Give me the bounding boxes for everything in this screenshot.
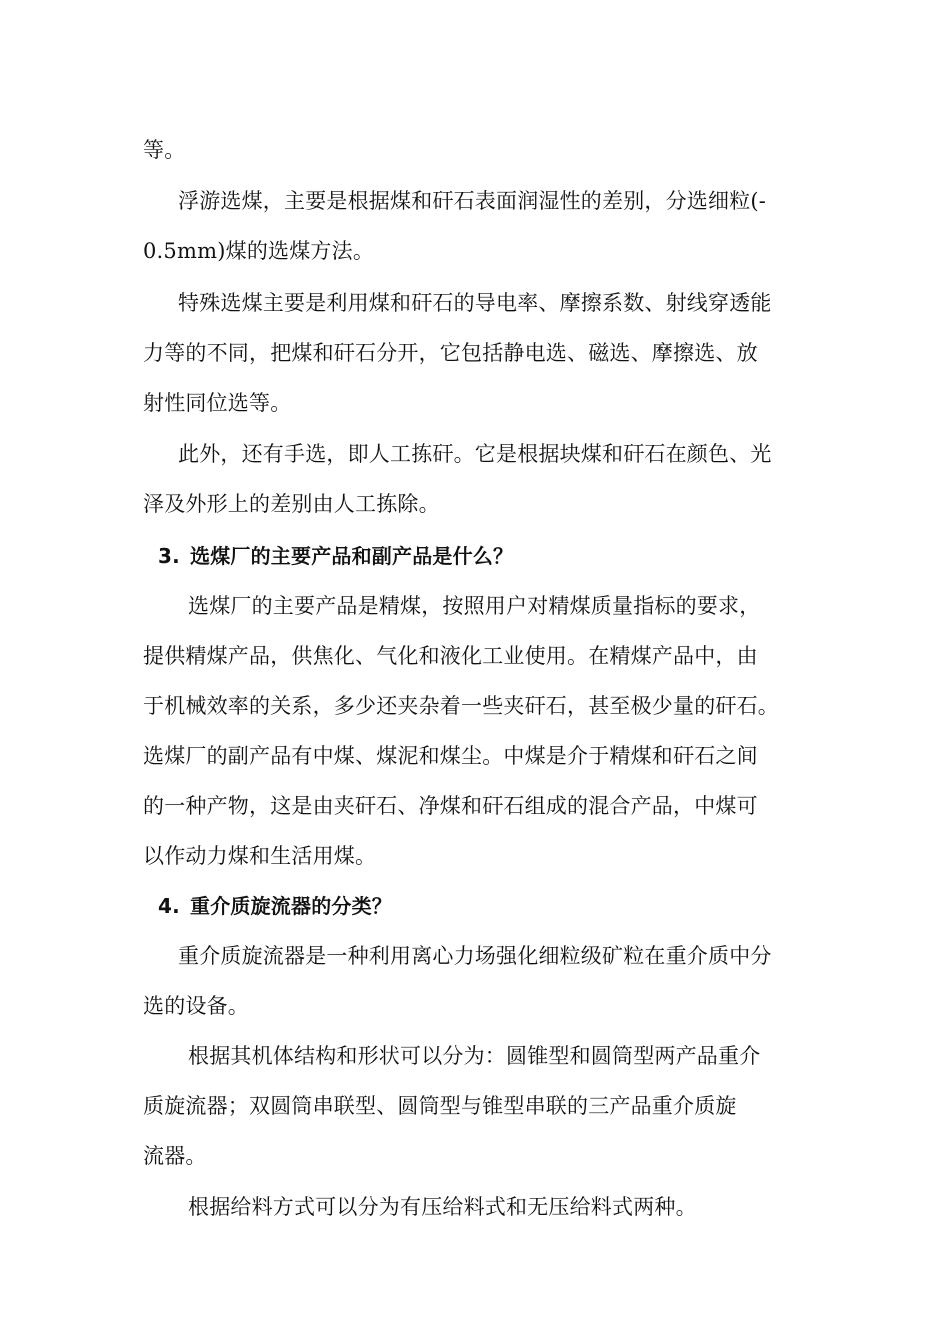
paragraph-line: 等。 (143, 138, 186, 162)
heading-number: 4. (158, 894, 180, 918)
paragraph-line: 的一种产物，这是由夹矸石、净煤和矸石组成的混合产品，中煤可 (143, 794, 758, 818)
paragraph-line: 选煤厂的副产品有中煤、煤泥和煤尘。中煤是介于精煤和矸石之间 (143, 744, 758, 768)
section-heading-3 (158, 543, 513, 569)
paragraph-line: 泽及外形上的差别由人工拣除。 (143, 492, 440, 516)
paragraph-line: 重介质旋流器是一种利用离心力场强化细粒级矿粒在重介质中分 (178, 944, 772, 968)
paragraph-line: 于机械效率的关系，多少还夹杂着一些夹矸石，甚至极少量的矸石。 (143, 694, 779, 718)
paragraph-line: 以作动力煤和生活用煤。 (143, 844, 377, 868)
paragraph-line: 浮游选煤，主要是根据煤和矸石表面润湿性的差别，分选细粒(- (178, 189, 767, 213)
paragraph-line: 0.5mm)煤的选煤方法。 (143, 239, 375, 263)
heading-text: 重介质旋流器的分类？ (190, 894, 392, 918)
paragraph-line: 射性同位选等。 (143, 391, 292, 415)
paragraph-line: 选的设备。 (143, 994, 249, 1018)
paragraph-line: 流器。 (143, 1144, 207, 1168)
heading-number: 3. (158, 544, 180, 568)
paragraph-line: 选煤厂的主要产品是精煤，按照用户对精煤质量指标的要求， (188, 594, 761, 618)
paragraph-line: 根据给料方式可以分为有压给料式和无压给料式两种。 (188, 1195, 697, 1219)
paragraph-line: 提供精煤产品，供焦化、气化和液化工业使用。在精煤产品中，由 (143, 644, 758, 668)
paragraph-line: 质旋流器；双圆筒串联型、圆筒型与锥型串联的三产品重介质旋 (143, 1094, 737, 1118)
paragraph-line: 根据其机体结构和形状可以分为：圆锥型和圆筒型两产品重介 (188, 1044, 761, 1068)
section-heading-4 (158, 893, 392, 919)
heading-text: 选煤厂的主要产品和副产品是什么？ (190, 544, 514, 568)
paragraph-line: 力等的不同，把煤和矸石分开，它包括静电选、磁选、摩擦选、放 (143, 341, 758, 365)
paragraph-line: 特殊选煤主要是利用煤和矸石的导电率、摩擦系数、射线穿透能 (178, 291, 772, 315)
paragraph-line: 此外，还有手选，即人工拣矸。它是根据块煤和矸石在颜色、光 (178, 442, 772, 466)
